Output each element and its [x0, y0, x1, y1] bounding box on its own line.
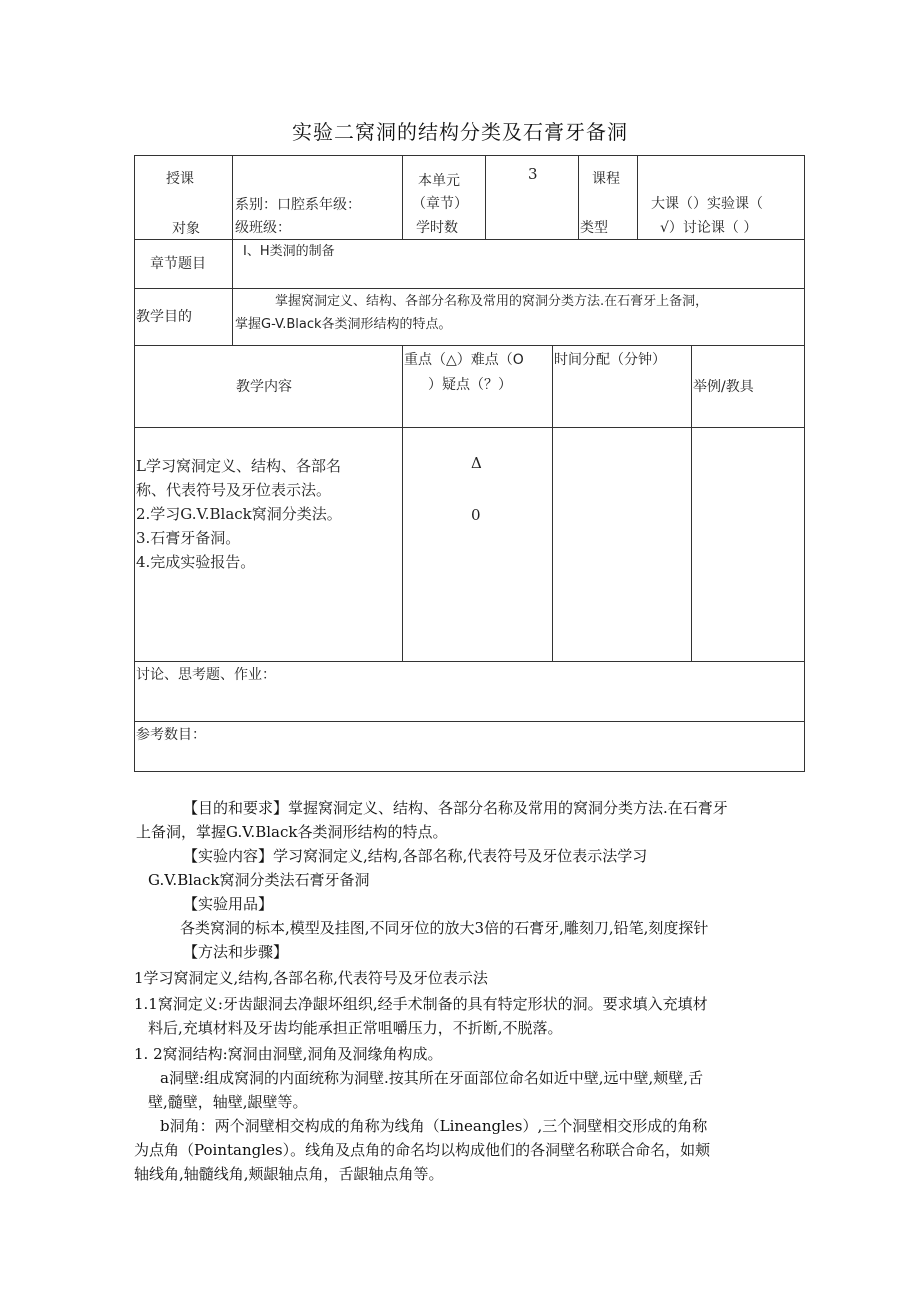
- cavity-definition-1: 1.1窝洞定义:牙齿龈洞去净龈坏组织,经手术制备的具有特定形状的洞。要求填入充填材: [134, 995, 708, 1013]
- teaching-purpose-line-1: 掌握窝洞定义、结构、各部分名称及常用的窝洞分类方法.在石膏牙上备洞，: [275, 294, 709, 309]
- course-type-label-1: 课程: [592, 171, 620, 187]
- content-item-1b: 称、代表符号及牙位表示法。: [136, 481, 332, 499]
- key-points-header-1: 重点（△）难点（O: [404, 352, 524, 368]
- cavity-angles-3: 轴线角,轴髓线角,颊龈轴点角，舌龈轴点角等。: [134, 1165, 444, 1183]
- teaching-content-header: 教学内容: [236, 379, 292, 395]
- content-item-4: 4.完成实验报告。: [136, 553, 256, 571]
- methods-heading: 【方法和步骤】: [183, 943, 289, 961]
- teaching-purpose-line-2: 掌握G-V.Black各类洞形结构的特点。: [235, 317, 452, 332]
- cavity-definition-2: 料后,充填材料及牙齿均能承担正常咀嚼压力，不折断,不脱落。: [148, 1019, 563, 1037]
- references-label: 参考数目：: [136, 727, 206, 743]
- teaching-target-label-2: 对象: [172, 221, 200, 237]
- teaching-purpose-label: 教学目的: [136, 309, 192, 325]
- department-grade: 系别：口腔系年级：: [235, 197, 361, 213]
- time-allocation-header: 时间分配（分钟）: [554, 352, 666, 368]
- content-item-1a: L学习窝洞定义、结构、各部名: [136, 457, 341, 475]
- purpose-paragraph-1: 【目的和要求】掌握窝洞定义、结构、各部分名称及常用的窝洞分类方法.在石膏牙: [183, 799, 728, 817]
- unit-hours-label-2: （章节）: [412, 196, 468, 212]
- content-item-3: 3.石膏牙备洞。: [136, 529, 241, 547]
- cavity-angles-1: b洞角：两个洞壁相交构成的角称为线角（Lineangles）,三个洞壁相交形成的角称: [160, 1117, 708, 1135]
- examples-tools-header: 举例/教具: [693, 379, 754, 395]
- materials-heading: 【实验用品】: [183, 895, 274, 913]
- purpose-paragraph-2: 上备洞，掌握G.V.Black各类洞形结构的特点。: [136, 823, 448, 841]
- teaching-target-label-1: 授课: [166, 171, 194, 187]
- materials-list: 各类窝洞的标本,模型及挂图,不同牙位的放大3倍的石膏牙,雕刻刀,铅笔,刻度探针: [180, 919, 709, 937]
- difficulty-mark: 0: [471, 506, 481, 524]
- unit-hours-label-1: 本单元: [418, 173, 460, 189]
- content-item-2: 2.学习G.V.Black窝洞分类法。: [136, 505, 342, 523]
- content-paragraph-1: 【实验内容】学习窝洞定义,结构,各部名称,代表符号及牙位表示法学习: [183, 847, 648, 865]
- page-title: 实验二窝洞的结构分类及石膏牙备洞: [292, 120, 628, 144]
- cavity-angles-2: 为点角（Pointangles）。线角及点角的命名均以构成他们的各洞壁名称联合命名，如颊: [134, 1141, 711, 1159]
- discussion-homework-label: 讨论、思考题、作业：: [136, 667, 276, 683]
- cavity-walls-1: a洞壁:组成窝洞的内面统称为洞壁.按其所在牙面部位命名如近中壁,远中壁,颊壁,舌: [160, 1069, 704, 1087]
- key-point-mark: Δ: [471, 454, 482, 472]
- unit-hours-value: 3: [528, 165, 538, 183]
- course-type-options-1: 大课（）实验课（: [651, 196, 763, 212]
- chapter-title-label: 章节题目: [150, 256, 206, 272]
- key-points-header-2: ）疑点（？）: [428, 377, 512, 393]
- chapter-title-value: I、H类洞的制备: [243, 244, 335, 259]
- content-paragraph-2: G.V.Black窝洞分类法石膏牙备洞: [148, 871, 370, 889]
- cavity-walls-2: 壁,髓壁，轴壁,龈壁等。: [148, 1093, 308, 1111]
- course-type-label-2: 类型: [580, 220, 608, 236]
- section-1-heading: 1学习窝洞定义,结构,各部名称,代表符号及牙位表示法: [134, 969, 488, 987]
- cavity-structure: 1. 2窝洞结构:窝洞由洞壁,洞角及洞缘角构成。: [134, 1045, 443, 1063]
- unit-hours-label-3: 学时数: [416, 220, 458, 236]
- course-type-options-2: √）讨论课（ ）: [660, 220, 758, 236]
- class-field: 级班级：: [235, 220, 291, 236]
